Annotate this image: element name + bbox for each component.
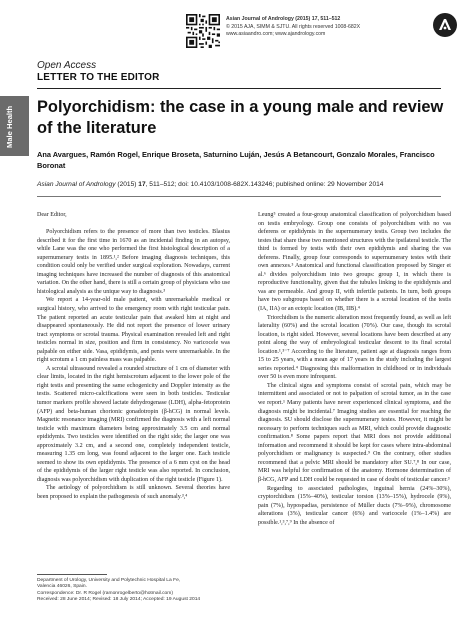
article-title: Polyorchidism: the case in a young male and review of the literature (37, 98, 444, 137)
citation-journal: Asian Journal of Andrology (37, 181, 116, 188)
correspondence-line: Correspondence: Dr. R Rogel (ramonrogelberto@hotmail.com) (37, 590, 173, 596)
citation-details[interactable]: , 511–512; doi: 10.4103/1008-682X.143246; published online: 29 November 2014 (145, 181, 384, 188)
body-paragraph: Leung⁵ created a four-group anatomical classification of polyorchidism based on testis embryology. Group one consists of polyorchidism with no vas deferens or epididymis in the supernumerary testis. Group two includes the testes that share these two mentioned structures with the ipsilateral testicle. The third is formed by testis with their own epididymis and sharing the vas deferens. Finally, group four corresponds to supernumerary testes with their own annexes.³ Anatomical and functional classification proposed by Singer et al.⁶ divides polyorchidism into two groups: group I, in which there is reproductive functionality, given that the tubules linking to the epididymis and vas are permeable. And group II, with infertile patients. In turn, both groups have two subgroups based on whether there is a scrotal location of the testis (IA, IIA) or an ectopic location (IB, IIB).⁴ (258, 212, 451, 313)
access-label: Open Access (37, 60, 97, 71)
article-citation (37, 180, 457, 189)
journal-citation-line: Asian Journal of Andrology (2015) 17, 511–512 (226, 16, 341, 22)
journal-info (226, 16, 426, 39)
body-column-right (258, 211, 451, 527)
header-divider (37, 88, 441, 89)
copyright-line: © 2015 AJA, SIMM & SJTU. All rights reserved 1008-682X (226, 23, 361, 30)
article-type: LETTER TO THE EDITOR (37, 72, 160, 83)
salutation: Dear Editor, (37, 212, 67, 218)
affiliation-line: Department of Urology, University and Polytechnic Hospital La Fe, (37, 578, 181, 583)
body-paragraph: We report a 14-year-old male patient, with unremarkable medical or surgical history, who arrived to the emergency room with right testicular pain. The patient reported an acute testicular pain that awaked him at night and disappeared spontaneously. He did not report the presence of lower urinary tract symptoms or scrotal trauma. Physical examination revealed left and right testicles normal in size, position and firm in consistency. No varicocele was palpable on either side. Vasa, epididymis, and penis were unremarkable. In the right scrotum a 1 cm painless mass was palpable. (37, 297, 230, 364)
citation-year: (2015) (115, 181, 139, 188)
body-column-left (37, 211, 230, 502)
author-list: Ana Avargues, Ramón Rogel, Enrique Broseta, Saturnino Luján, Jesús A Betancourt, Gonzalo Morales, Francisco Boronat (37, 150, 435, 170)
body-paragraph: The aetiology of polyorchidism is still unknown. Several theories have been proposed to explain the pathogenesis of such anomaly.³,⁴ (37, 485, 230, 500)
body-paragraph: Polyorchidism refers to the presence of more than two testicles. Blasius described it for the first time in 1670 as an incidental finding in an autopsy, while Lane was the one who performed the first histological description of a supernumerary testis in 1895.¹,² Before imaging diagnosis techniques, this condition could only be verified under surgical exploration. Nowadays, current imaging techniques have increased the number of diagnosis of this anatomical variation. On the other hand, there is still a certain group of physicians who use histological analysis as the unique way to diagnosis.³ (37, 229, 230, 295)
journal-logo-icon (432, 12, 458, 38)
affiliation-footnote (37, 578, 237, 603)
subject-sidebar-label: Male Health (5, 105, 14, 148)
footnote-divider (37, 574, 107, 575)
dates-line: Received: 28 June 2014; Revised: 18 July 2014; Accepted: 19 August 2014 (37, 596, 201, 602)
affiliation-line: Valencia 46026, Spain. (37, 584, 87, 590)
citation-divider (37, 196, 441, 197)
qr-code-icon (186, 14, 220, 48)
body-paragraph: The clinical signs and symptoms consist of scrotal pain, which may be intermittent and associated or not to palpation of scrotal tumor, as in the case we report.¹ Many patients have never experienced clinical symptoms, and the diagnosis might be incidental.⁷ Imaging studies are essential for reaching the diagnosis. SU should disclose the supernumerary testes. However, it might be necessary to perform techniques such as MRI, which could provide diagnostic confirmation.⁸ Some papers report that MRI does not provide additional information and recommend it should be kept for cases where intra-abdominal polyorchidism or malignancy is suspected.⁹ On the contrary, other studies recommend that a pelvic MRI should be mandatory after SU.⁷,⁸ In our case, MRI was helpful for confirmation of the anatomy. Hormone determination of β-hCG, AFP and LDH could be requested in case of doubt of testicular cancer.³ (258, 382, 451, 483)
body-paragraph: Regarding to associated pathologies, inguinal hernia (24%–30%), cryptorchidism (15%–40%), testicular torsion (13%–15%), hydrocele (9%), pain (7%), hypospadias, persistence of Müller ducts (7%–9%), chromosome alterations (3%), testicular cancer (6%) and varicocele (1%–1.4%) are possible.¹,³,⁷,⁹ In the absence of (258, 485, 451, 526)
citation-volume: 17 (138, 181, 146, 188)
journal-website-links[interactable]: www.asiaandro.com; www.ajandrology.com (226, 31, 326, 38)
body-paragraph: Triorchidism is the numeric alteration most frequently found, as well as left laterality (60%) and the scrotal location (70%). Our case, though its scrotal location, is right sided. However, several locations have been described at any point along the way of embryological testicular descent to its final scrotal location.¹,³⁻⁷ According to the literature, patient age at diagnosis ranges from 15 to 25 years, with a mean age of 17 years in the study including the largest series reported.⁴ Diagnosing this malformation in childhood or in individuals over 50 is even more infrequent. (258, 314, 451, 381)
body-paragraph: A scrotal ultrasound revealed a rounded structure of 1 cm of diameter with clear limits, located in the right hemiscrotum adjacent to the lower pole of the right testis and presenting the same echogenicity and Doppler intensity as the testis. Scattered micro-calcifications were seen in both testicles. Testicular tumor markers profile showed lactate dehydrogenase (LDH), alpha-fetoprotein (AFP) and beta-human chorionic gonadotropin (β-hCG) in normal levels. Magnetic resonance imaging (MRI) confirmed the diagnosis with a left normal testicle with maximum diameters being approximately 3.5 cm and normal epididymis. Two testicles were identified on the right side; the larger one was approximately 3.2 cm, and a second one, completely independent testicle, measuring 1.35 cm long, was found adjacent to the larger one. Each testicle seemed to show its own epididymis. The presence of a 6 mm cyst on the head of the epididymis of the larger right testicle was also reported. In conclusion, diagnosis was polyorchidism with duplication of the right testicle (Figure 1). (37, 365, 230, 483)
